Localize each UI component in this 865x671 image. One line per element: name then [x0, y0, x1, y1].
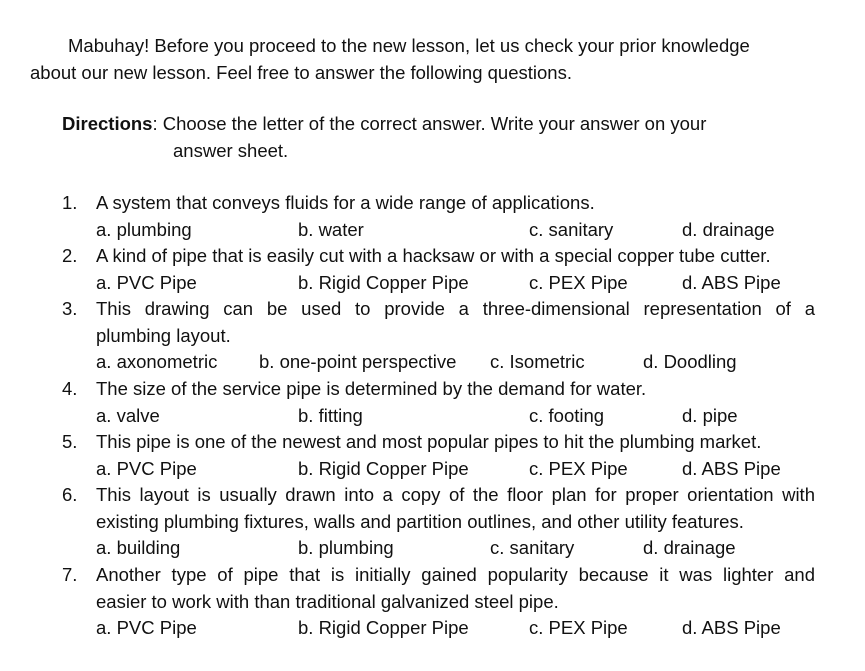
- choice-d: d. drainage: [682, 219, 775, 240]
- choice-c: c. sanitary: [529, 219, 614, 240]
- question-5-choices: [96, 458, 816, 480]
- directions-label: Directions: [62, 113, 153, 134]
- intro-line-1: Mabuhay! Before you proceed to the new lesson, let us check your prior knowledge: [68, 35, 750, 56]
- choice-c: c. sanitary: [490, 537, 575, 558]
- choice-c: c. footing: [529, 405, 605, 426]
- question-6-number: 6.: [62, 484, 78, 505]
- choice-a: a. valve: [96, 405, 160, 426]
- intro-line-2: about our new lesson. Feel free to answer the following questions.: [30, 62, 572, 83]
- question-3-stem-line-1: This drawing can be used to provide a three-dimensional representation of a: [96, 298, 815, 319]
- directions-text: : Choose the letter of the correct answer. Write your answer on your: [152, 113, 707, 134]
- question-7-stem-line-2: easier to work with than traditional galvanized steel pipe.: [96, 591, 559, 612]
- choice-b: b. water: [298, 219, 364, 240]
- choice-a: a. PVC Pipe: [96, 272, 197, 293]
- choice-a: a. plumbing: [96, 219, 192, 240]
- choice-d: d. ABS Pipe: [682, 272, 781, 293]
- choice-b: b. Rigid Copper Pipe: [298, 617, 469, 638]
- question-4-choices: [96, 405, 816, 427]
- question-6-stem-line-2: existing plumbing fixtures, walls and partition outlines, and other utility features.: [96, 511, 744, 532]
- choice-c: c. PEX Pipe: [529, 272, 628, 293]
- choice-c: c. PEX Pipe: [529, 458, 628, 479]
- choice-a: a. axonometric: [96, 351, 218, 372]
- question-2-stem: A kind of pipe that is easily cut with a hacksaw or with a special copper tube cutter.: [96, 245, 771, 266]
- question-1-stem: A system that conveys fluids for a wide range of applications.: [96, 192, 595, 213]
- choice-a: a. PVC Pipe: [96, 458, 197, 479]
- choice-a: a. building: [96, 537, 181, 558]
- choice-b: b. fitting: [298, 405, 363, 426]
- question-3-choices: [96, 351, 816, 373]
- choice-c: c. PEX Pipe: [529, 617, 628, 638]
- choice-d: d. pipe: [682, 405, 738, 426]
- question-1-number: 1.: [62, 192, 78, 213]
- question-6-choices: [96, 537, 816, 559]
- question-4-number: 4.: [62, 378, 78, 399]
- question-7-choices: [96, 617, 816, 639]
- question-5-number: 5.: [62, 431, 78, 452]
- choice-b: b. Rigid Copper Pipe: [298, 272, 469, 293]
- choice-d: d. ABS Pipe: [682, 458, 781, 479]
- question-3-stem-line-2: plumbing layout.: [96, 325, 231, 346]
- directions-line-2: answer sheet.: [173, 140, 289, 161]
- question-6-stem-line-1: This layout is usually drawn into a copy of the floor plan for proper orientation with: [96, 484, 815, 505]
- question-2-choices: [96, 272, 816, 294]
- question-7-number: 7.: [62, 564, 78, 585]
- choice-b: b. Rigid Copper Pipe: [298, 458, 469, 479]
- choice-b: b. one-point perspective: [259, 351, 457, 372]
- choice-a: a. PVC Pipe: [96, 617, 197, 638]
- question-4-stem: The size of the service pipe is determined by the demand for water.: [96, 378, 647, 399]
- choice-d: d. Doodling: [643, 351, 737, 372]
- choice-d: d. drainage: [643, 537, 736, 558]
- choice-b: b. plumbing: [298, 537, 394, 558]
- question-7-stem-line-1: Another type of pipe that is initially gained popularity because it was lighter and: [96, 564, 815, 585]
- question-2-number: 2.: [62, 245, 78, 266]
- question-1-choices: [96, 219, 816, 241]
- choice-d: d. ABS Pipe: [682, 617, 781, 638]
- directions-line-1: [62, 113, 706, 135]
- choice-c: c. Isometric: [490, 351, 585, 372]
- question-3-number: 3.: [62, 298, 78, 319]
- question-5-stem: This pipe is one of the newest and most popular pipes to hit the plumbing market.: [96, 431, 762, 452]
